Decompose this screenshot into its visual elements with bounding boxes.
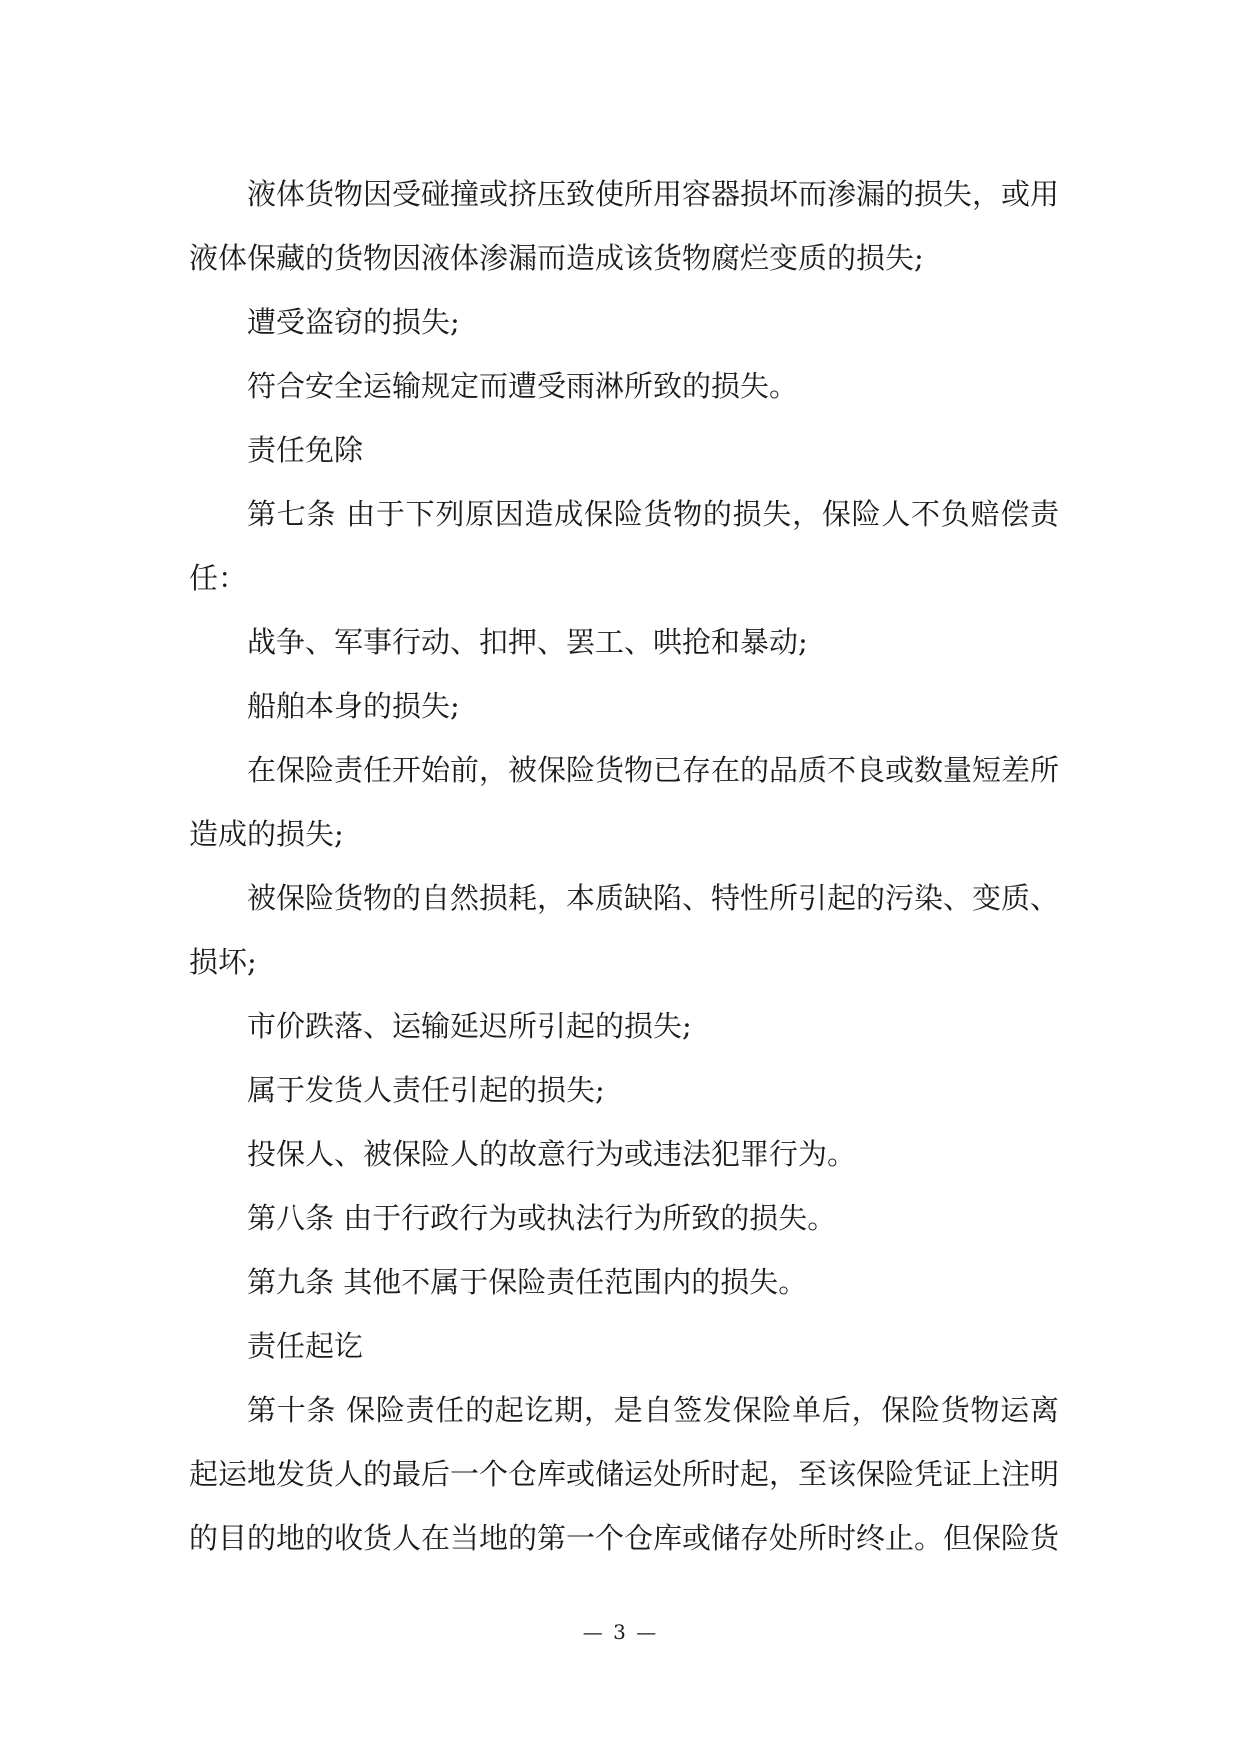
page-number: — 3 —: [582, 1620, 659, 1644]
body-text: [189, 162, 1059, 1570]
paragraph-natural-wear: 被保险货物的自然损耗，本质缺陷、特性所引起的污染、变质、损坏;: [189, 881, 1060, 979]
paragraph-war: 战争、军事行动、扣押、罢工、哄抢和暴动;: [247, 625, 808, 659]
paragraph-theft: 遭受盗窃的损失;: [247, 305, 460, 339]
paragraph-market-price: 市价跌落、运输延迟所引起的损失;: [247, 1009, 692, 1043]
article-10: 第十条 保险责任的起讫期，是自签发保险单后，保险货物运离起运地发货人的最后一个仓库或储运处所时起，至该保险凭证上注明的目的地的收货人在当地的第一个仓库或储存处所时终止。但保险货: [189, 1393, 1060, 1555]
paragraph-rain: 符合安全运输规定而遭受雨淋所致的损失。: [247, 369, 799, 403]
paragraph-ship-loss: 船舶本身的损失;: [247, 689, 460, 723]
section-heading-period: 责任起讫: [247, 1329, 364, 1363]
paragraph-intentional: 投保人、被保险人的故意行为或违法犯罪行为。: [247, 1137, 857, 1171]
article-9: 第九条 其他不属于保险责任范围内的损失。: [247, 1265, 808, 1299]
article-8: 第八条 由于行政行为或执法行为所致的损失。: [247, 1201, 837, 1235]
paragraph-pre-existing: 在保险责任开始前，被保险货物已存在的品质不良或数量短差所造成的损失;: [189, 753, 1060, 851]
section-heading-exclusions: 责任免除: [247, 433, 364, 467]
paragraph-shipper-fault: 属于发货人责任引起的损失;: [247, 1073, 605, 1107]
paragraph-liquid-cargo: 液体货物因受碰撞或挤压致使所用容器损坏而渗漏的损失，或用液体保藏的货物因液体渗漏而造成该货物腐烂变质的损失;: [189, 177, 1060, 275]
article-7: 第七条 由于下列原因造成保险货物的损失，保险人不负赔偿责任：: [189, 497, 1059, 595]
